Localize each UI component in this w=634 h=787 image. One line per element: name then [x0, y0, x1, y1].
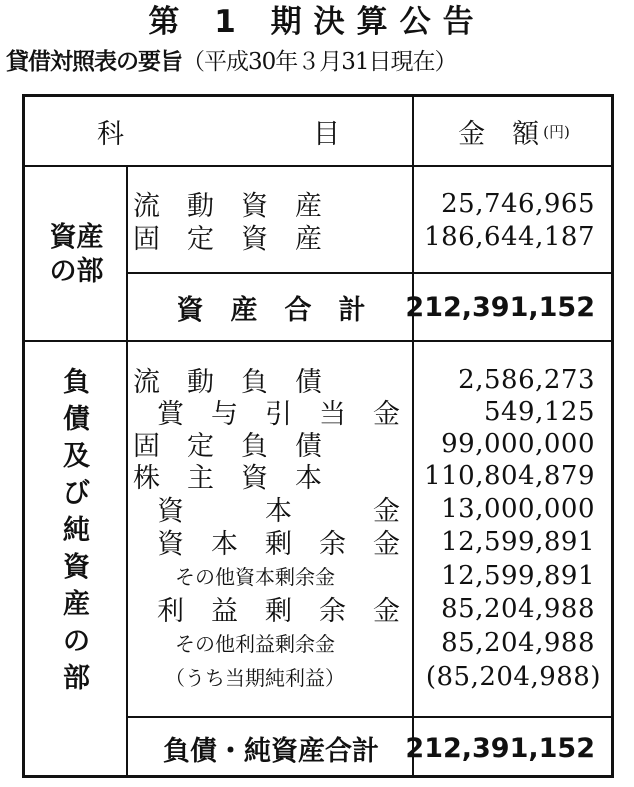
liabilities-total-value: 212,391,152 — [405, 732, 595, 764]
section-liabilities — [25, 342, 128, 718]
value-capital-surplus: 12,599,891 — [441, 526, 595, 557]
value-other-capital-surplus: 12,599,891 — [441, 560, 595, 591]
item-bonus-reserve: 賞 与 引 当 金 — [157, 399, 400, 430]
value-shareholders-equity: 110,804,879 — [424, 460, 595, 491]
section-assets-label: 資産の部 — [49, 221, 104, 287]
value-fixed-liabilities: 99,000,000 — [441, 428, 595, 459]
header-account: 科 目 — [97, 118, 340, 150]
section-assets — [25, 167, 128, 342]
item-shareholders-equity: 株 主 資 本 — [133, 463, 322, 494]
header-unit: (円) — [543, 122, 570, 141]
subtitle-date: （平成30年３月31日現在） — [182, 49, 457, 75]
value-retained-earnings: 85,204,988 — [441, 593, 595, 624]
item-other-retained-earnings: その他利益剰余金 — [175, 632, 335, 656]
item-other-capital-surplus: その他資本剰余金 — [175, 565, 335, 589]
amount-column-divider — [412, 97, 414, 775]
subtitle-main: 貸借対照表の要旨 — [6, 49, 182, 75]
value-current-assets: 25,746,965 — [441, 188, 595, 219]
item-capital: 資 本 金 — [157, 496, 400, 527]
value-capital: 13,000,000 — [441, 493, 595, 524]
item-retained-earnings: 利 益 剰 余 金 — [157, 596, 400, 627]
item-net-income: （うち当期純利益） — [165, 666, 345, 690]
assets-total-label: 資 産 合 計 — [176, 294, 366, 326]
item-capital-surplus: 資 本 剰 余 金 — [157, 529, 400, 560]
item-current-assets: 流 動 資 産 — [133, 191, 322, 222]
value-fixed-assets: 186,644,187 — [424, 221, 595, 252]
balance-sheet-table — [22, 94, 614, 778]
section-liabilities-label: 負債及び純資産の部 — [63, 366, 90, 694]
page-subtitle — [6, 44, 632, 80]
header-amount: 金 額 — [458, 118, 540, 150]
value-current-liabilities: 2,586,273 — [458, 364, 595, 395]
value-other-retained-earnings: 85,204,988 — [441, 627, 595, 658]
header-amount-cell — [414, 97, 614, 165]
liabilities-total-label: 負債・純資産合計 — [163, 735, 379, 767]
page-title: 第 1 期決算公告 — [148, 4, 486, 40]
value-net-income: (85,204,988) — [425, 661, 601, 692]
assets-total-value: 212,391,152 — [405, 291, 595, 323]
item-current-liabilities: 流 動 負 債 — [133, 367, 322, 398]
item-fixed-assets: 固 定 資 産 — [133, 224, 322, 255]
value-bonus-reserve: 549,125 — [483, 396, 595, 427]
item-fixed-liabilities: 固 定 負 債 — [133, 431, 322, 462]
